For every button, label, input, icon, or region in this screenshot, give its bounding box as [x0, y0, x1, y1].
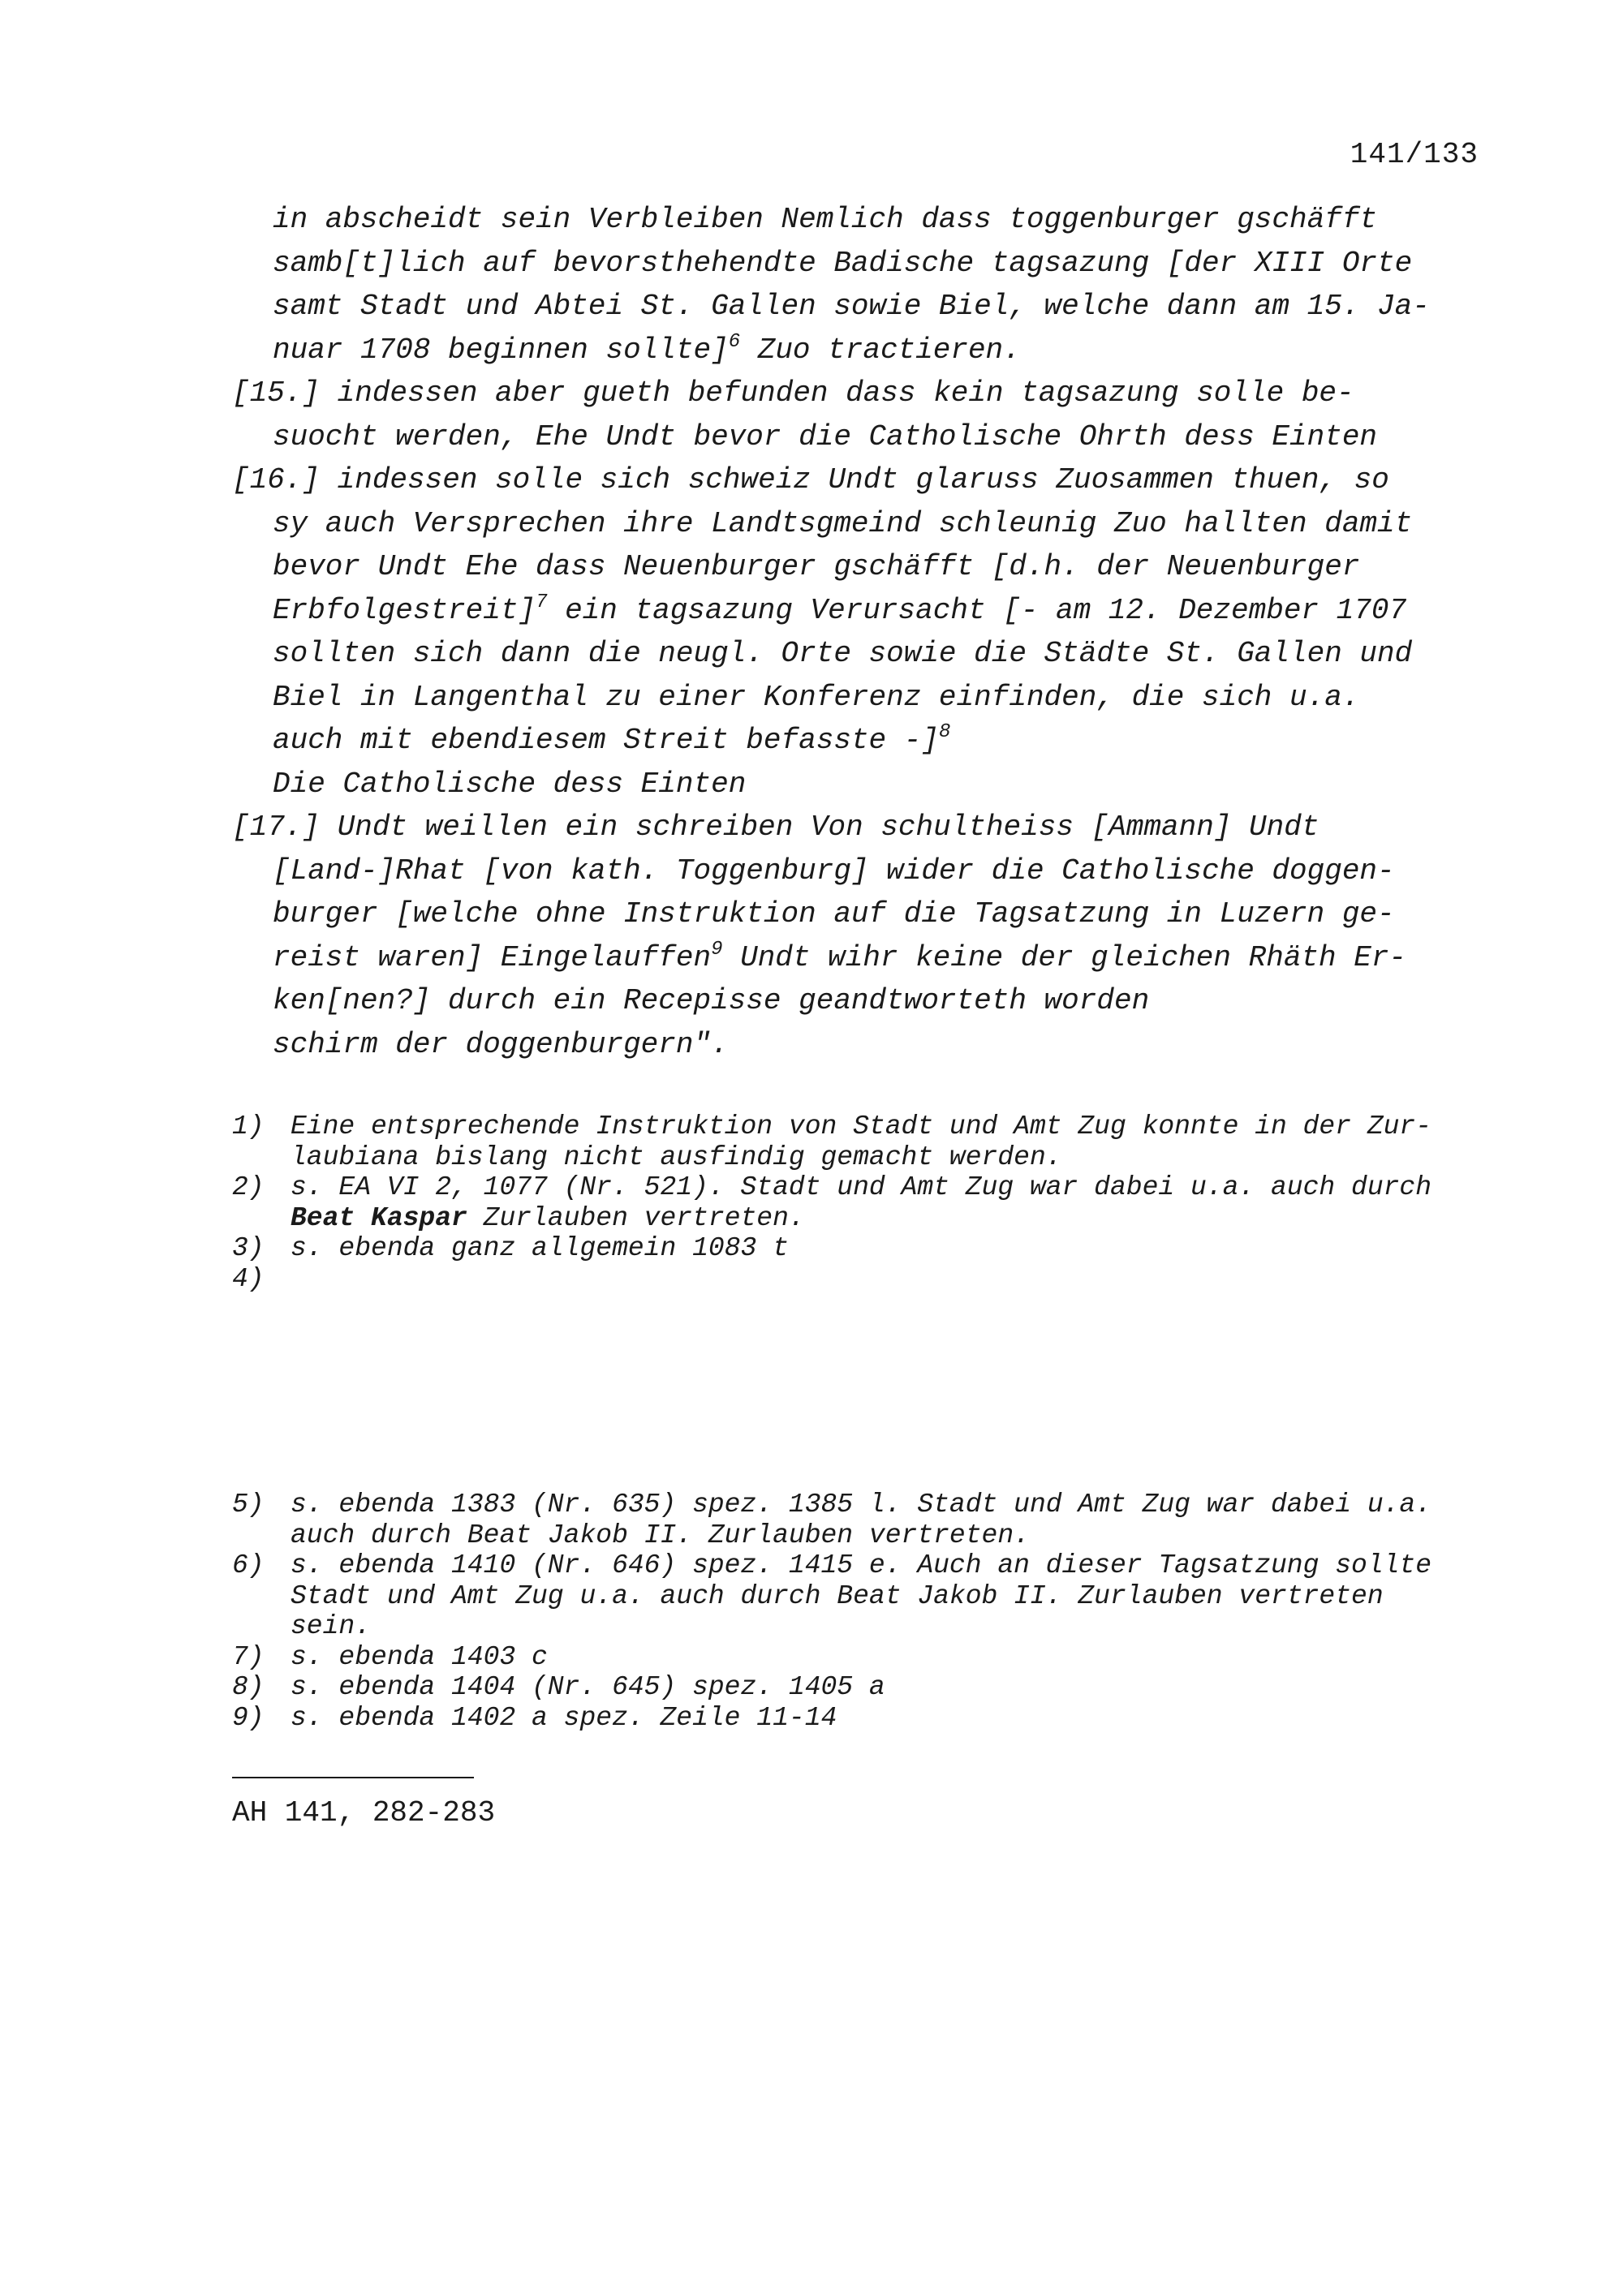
body-line-text: samb[t]lich auf bevorsthehendte Badische tagsazung [der XIII Orte	[273, 246, 1413, 280]
footnote-text: Eine entsprechende Instruktion von Stadt und Amt Zug konnte in der Zur- laubiana bislang nicht ausfindig gemacht werden.	[291, 1111, 1432, 1172]
footnote-text: s. ebenda 1404 (Nr. 645) spez. 1405 a	[291, 1672, 885, 1702]
footnotes-group-b	[232, 1490, 1482, 1733]
body-line-text: burger [welche ohne Instruktion auf die Tagsatzung in Luzern ge-	[273, 897, 1395, 931]
footnote-number: 3)	[232, 1233, 265, 1263]
footnote-text: s. ebenda 1410 (Nr. 646) spez. 1415 e. Auch an dieser Tagsatzung sollte Stadt und Amt Zug u.a. auch durch Beat Jakob II. Zurlauben vertreten sein.	[291, 1550, 1432, 1641]
body-line	[232, 763, 1482, 806]
body-line	[232, 502, 1482, 546]
body-line-text: [16.] indessen solle sich schweiz Undt glaruss Zuosammen thuen, so	[232, 463, 1389, 497]
body-line-text: suocht werden, Ehe Undt bevor die Catholische Ohrth dess Einten	[273, 419, 1378, 454]
footnote-marker: 7	[536, 591, 548, 613]
body-line	[232, 719, 1482, 763]
footnote	[232, 1490, 1482, 1550]
body-text	[232, 198, 1482, 1066]
body-line-text-after: Undt wihr keine der gleichen Rhäth Er-	[722, 940, 1407, 974]
footnote-text-after: Zurlauben vertreten.	[467, 1202, 805, 1233]
footnote-text: s. ebenda ganz allgemein 1083 t	[291, 1233, 789, 1263]
body-line	[232, 285, 1482, 329]
body-line-text: Biel in Langenthal zu einer Konferenz einfinden, die sich u.a.	[273, 680, 1360, 714]
footnote	[232, 1703, 1482, 1734]
body-line-text: ken[nen?] durch ein Recepisse geandtworteth worden	[273, 984, 1150, 1017]
body-line	[232, 372, 1482, 415]
body-line	[232, 242, 1482, 286]
footnote-text-before: s. EA VI 2, 1077 (Nr. 521). Stadt und Amt Zug war dabei u.a. auch durch	[291, 1172, 1432, 1202]
body-line	[232, 892, 1482, 936]
body-line	[232, 589, 1482, 633]
body-line-text-after: Zuo tractieren.	[740, 333, 1021, 367]
body-line-text: [15.] indessen aber gueth befunden dass kein tagsazung solle be-	[232, 376, 1354, 410]
footnote-number: 4)	[232, 1263, 265, 1294]
body-line-text: Die Catholische dess Einten	[273, 767, 747, 801]
footnote-marker: 8	[938, 721, 951, 743]
body-line-text: [Land-]Rhat [von kath. Toggenburg] wider die Catholische doggen-	[273, 853, 1395, 888]
footnote-text	[291, 1264, 1482, 1295]
footnote-number: 2)	[232, 1172, 265, 1202]
body-line-text: nuar 1708 beginnen sollte]	[273, 333, 729, 367]
body-line-text: samt Stadt und Abtei St. Gallen sowie Biel, welche dann am 15. Ja-	[273, 290, 1430, 323]
body-line	[232, 545, 1482, 589]
footnote-number: 7)	[232, 1641, 265, 1672]
footnote-number: 6)	[232, 1550, 265, 1580]
footnote	[232, 1550, 1482, 1642]
body-line-text: schirm der doggenburgern".	[273, 1027, 729, 1061]
body-line	[232, 979, 1482, 1023]
footnote-text: s. ebenda 1403 c	[291, 1641, 548, 1672]
page-number: 141/133	[1350, 138, 1479, 171]
footnote-text	[291, 1172, 1482, 1233]
footnote	[232, 1264, 1482, 1295]
archive-reference: AH 141, 282-283	[232, 1796, 496, 1829]
body-line-text-after: ein tagsazung Verursacht [- am 12. Dezember 1707	[547, 593, 1407, 627]
footnote-number: 9)	[232, 1702, 265, 1733]
body-line-text: bevor Undt Ehe dass Neuenburger gschäfft [d.h. der Neuenburger	[273, 550, 1360, 583]
body-line-text: auch mit ebendiesem Streit befasste -]	[273, 724, 939, 757]
body-line	[232, 198, 1482, 242]
footnote-number: 1)	[232, 1111, 265, 1142]
body-line-text: Erbfolgestreit]	[273, 593, 536, 627]
body-line-text: sollten sich dann die neugl. Orte sowie die Städte St. Gallen und	[273, 637, 1413, 670]
body-line-text: [17.] Undt weillen ein schreiben Von schultheiss [Ammann] Undt	[232, 810, 1319, 844]
footnote	[232, 1111, 1482, 1172]
footnote-marker: 6	[728, 330, 741, 353]
body-line-text: reist waren] Eingelauffen	[273, 940, 712, 974]
body-line	[232, 329, 1482, 372]
footnote-bold-name: Beat Kaspar	[291, 1202, 467, 1233]
footnote	[232, 1642, 1482, 1673]
footnotes-group-a	[232, 1111, 1482, 1294]
body-line	[232, 936, 1482, 980]
footnote	[232, 1672, 1482, 1703]
footnote	[232, 1172, 1482, 1233]
footnote-number: 8)	[232, 1672, 265, 1702]
footnote-text: s. ebenda 1383 (Nr. 635) spez. 1385 l. Stadt und Amt Zug war dabei u.a. auch durch Beat Jakob II. Zurlauben vertreten.	[291, 1490, 1432, 1550]
footnote-marker: 9	[711, 938, 723, 961]
body-line	[232, 806, 1482, 849]
body-line	[232, 458, 1482, 502]
body-line	[232, 676, 1482, 720]
body-line-text: in abscheidt sein Verbleiben Nemlich dass toggenburger gschäfft	[273, 203, 1378, 236]
body-line	[232, 415, 1482, 459]
footnote-number: 5)	[232, 1490, 265, 1520]
body-line-text: sy auch Versprechen ihre Landtsgmeind schleunig Zuo hallten damit	[273, 506, 1413, 540]
footnote-text: s. ebenda 1402 a spez. Zeile 11-14	[291, 1702, 837, 1733]
body-line	[232, 849, 1482, 893]
body-line	[232, 1023, 1482, 1067]
body-line	[232, 632, 1482, 676]
footnote	[232, 1233, 1482, 1264]
footnote-rule	[232, 1777, 474, 1778]
